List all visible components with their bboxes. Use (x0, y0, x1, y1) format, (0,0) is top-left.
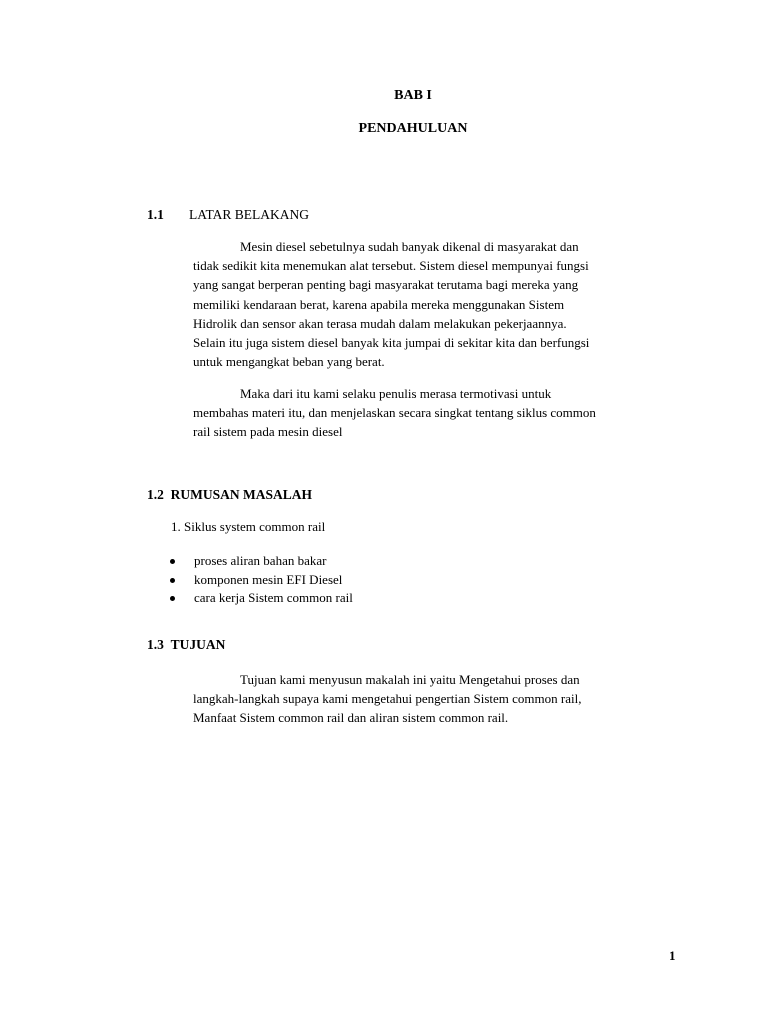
list-item-text: komponen mesin EFI Diesel (194, 571, 343, 587)
section-title: LATAR BELAKANG (189, 207, 310, 222)
paragraph-line: langkah-langkah supaya kami mengetahui pengertian Sistem common rail, (193, 691, 582, 707)
list-item-text: proses aliran bahan bakar (194, 553, 327, 568)
paragraph-line: Tujuan kami menyusun makalah ini yaitu Mengetahui proses dan (240, 672, 580, 687)
paragraph-line: untuk mengangkat beban yang berat. (193, 354, 385, 370)
section-title: RUMUSAN MASALAH (170, 487, 312, 502)
paragraph-line: yang sangat berperan penting bagi masyarakat terutama bagi mereka yang (193, 277, 579, 293)
background-paragraph-2 (193, 384, 683, 442)
bullet-icon (170, 559, 175, 564)
section-title: TUJUAN (170, 637, 226, 652)
paragraph-line: rail sistem pada mesin diesel (193, 424, 343, 440)
paragraph-line: tidak sedikit kita menemukan alat tersebut. Sistem diesel mempunyai fungsi (193, 258, 589, 274)
paragraph-line: memiliki kendaraan berat, karena apabila mereka menggunakan Sistem (193, 296, 565, 312)
paragraph-line: Mesin diesel sebetulnya sudah banyak dikenal di masyarakat dan (240, 239, 579, 254)
section-1-2-heading (147, 487, 312, 503)
objective-paragraph (193, 670, 683, 728)
list-item (167, 571, 353, 590)
paragraph-line: membahas materi itu, dan menjelaskan secara singkat tentang siklus common (193, 405, 596, 421)
numbered-item: 1. Siklus system common rail (171, 519, 326, 534)
page-number: 1 (669, 948, 676, 963)
section-number: 1.3 (147, 637, 164, 652)
background-paragraph-1 (193, 237, 683, 371)
paragraph-line: Hidrolik dan sensor akan terasa mudah dalam melakukan pekerjaannya. (193, 315, 567, 331)
bullet-list (167, 552, 353, 608)
section-number: 1.2 (147, 487, 164, 502)
section-1-3-heading (147, 637, 225, 653)
section-number: 1.1 (147, 207, 164, 222)
bullet-icon (170, 596, 175, 601)
paragraph-line: Maka dari itu kami selaku penulis merasa termotivasi untuk (240, 386, 552, 401)
chapter-number: BAB I (394, 88, 432, 103)
list-item (167, 552, 353, 571)
bullet-icon (170, 578, 175, 583)
paragraph-line: Manfaat Sistem common rail dan aliran sistem common rail. (193, 710, 509, 726)
chapter-title: PENDAHULUAN (358, 121, 468, 136)
section-1-1-heading (147, 207, 309, 223)
list-item (167, 589, 353, 608)
paragraph-line: Selain itu juga sistem diesel banyak kita jumpai di sekitar kita dan berfungsi (193, 335, 590, 351)
list-item-text: cara kerja Sistem common rail (194, 590, 353, 605)
